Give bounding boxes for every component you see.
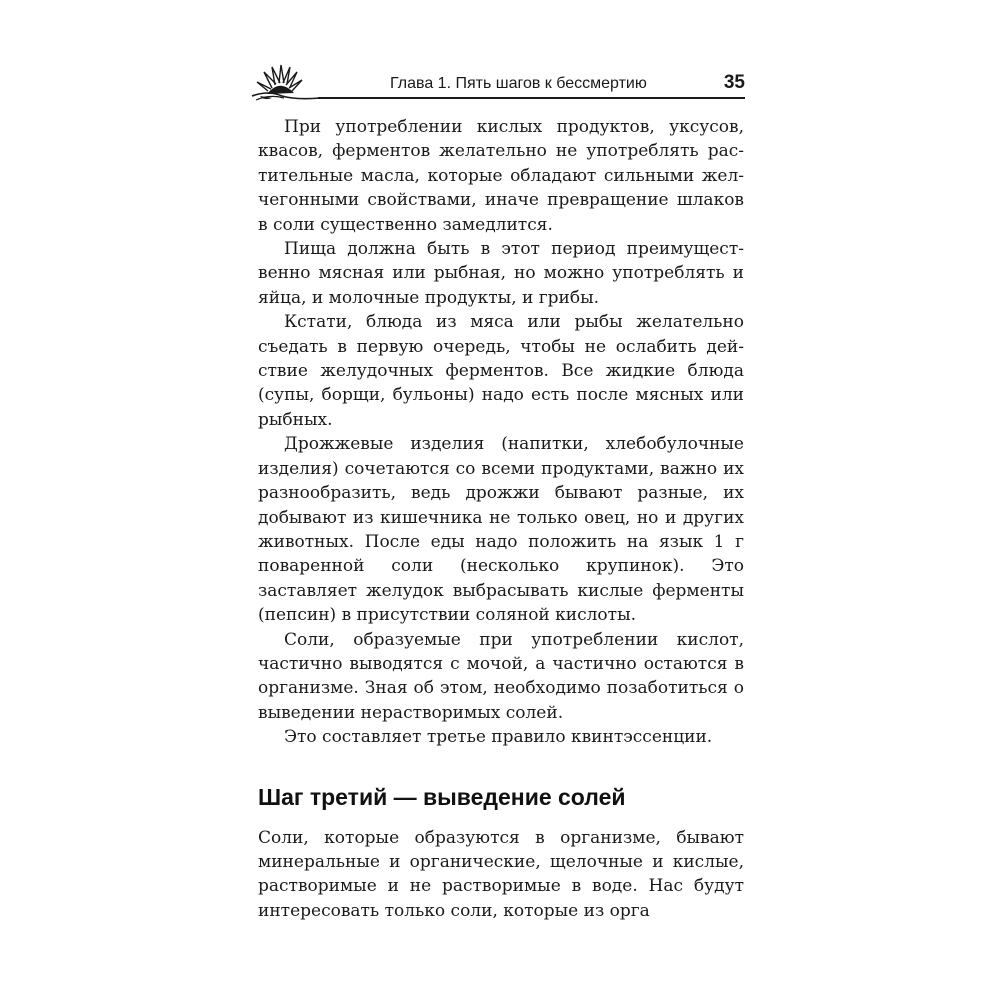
- paragraph: Соли, которые образуются в организме, бывают минеральные и органические, щелочные и кислые, растворимые и не растворимые в воде. Нас будут интересовать только соли, которые из орга: [258, 827, 744, 921]
- header-rule: [318, 97, 745, 99]
- paragraph: Соли, образуемые при употреблении кислот, частично выводятся с мочой, а частично остаются в организме. Зная об этом, необходимо позаботиться о выведении нерастворимых солей.: [258, 629, 744, 723]
- paragraph: При употреблении кислых продуктов, уксусов, квасов, ферментов желательно не употреблять растительные масла, которые обладают сильными желчегонными свойствами, иначе превращение шлаков в соли существенно замедлится.: [258, 117, 744, 235]
- paragraph: Кстати, блюда из мяса или рыбы желательно съедать в первую очередь, чтобы не ослабить действие желудочных ферментов. Все жидкие блюда (супы, борщи, бульоны) надо есть после мясных или рыбных.: [258, 312, 744, 430]
- running-title: Глава 1. Пять шагов к бессмертию: [390, 75, 647, 92]
- section-heading: Шаг третий — выведение солей: [258, 783, 626, 810]
- body-text: [258, 115, 744, 923]
- paragraph: Это составляет третье правило квинтэссенции.: [284, 727, 713, 748]
- paragraph: Дрожжевые изделия (напитки, хлебобулочные изделия) сочетаются со всеми продуктами, важно их разнообразить, ведь дрожжи бывают разные, их добывают из кишечника не только овец, но и других животных. После еды надо положить на язык 1 г поваренной соли (несколько крупинок). Это заставляет желудок выбрасывать кислые ферменты (пепсин) в присутствии соляной кислоты.: [258, 434, 744, 626]
- running-header: [250, 60, 750, 105]
- page-number: 35: [723, 72, 745, 93]
- paragraph: Пища должна быть в этот период преимущественно мясная или рыбная, но можно употреблять и яйца, и молочные продукты, и грибы.: [258, 239, 744, 308]
